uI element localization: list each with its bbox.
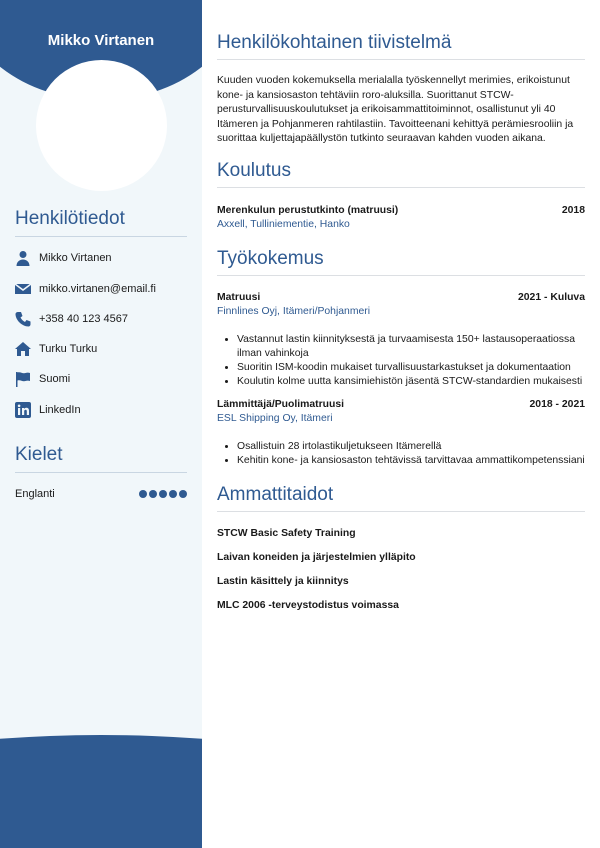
skill-item: Laivan koneiden ja järjestelmien ylläpito [217, 552, 416, 563]
level-dot [159, 490, 167, 498]
skill-item: MLC 2006 -terveystodistus voimassa [217, 600, 399, 611]
experience-role: Matruusi [217, 292, 261, 303]
language-name: Englanti [15, 488, 55, 500]
personal-info-divider [15, 236, 187, 237]
contact-country [15, 371, 70, 387]
level-dot [149, 490, 157, 498]
list-item: • Kehitin kone- ja kansiosaston tehtävissä tarvittavaa ammattikompetenssiani [237, 454, 587, 468]
education-school: Axxell, Tulliniementie, Hanko [217, 219, 350, 230]
experience-title: Työkokemus [217, 248, 324, 269]
contact-phone[interactable] [15, 311, 128, 327]
experience-item-2 [217, 399, 585, 410]
sidebar [0, 0, 202, 848]
education-divider [217, 187, 585, 188]
summary-title: Henkilökohtainen tiivistelmä [217, 32, 452, 53]
sidebar-footer-band [0, 735, 202, 848]
contact-name [15, 250, 112, 266]
education-degree: Merenkulun perustutkinto (matruusi) [217, 205, 399, 216]
contact-name-text: Mikko Virtanen [39, 252, 112, 264]
user-icon [15, 250, 31, 266]
experience-period: 2018 - 2021 [529, 399, 585, 410]
education-year: 2018 [561, 205, 585, 216]
contact-address [15, 341, 97, 357]
skill-item: Lastin käsittely ja kiinnitys [217, 576, 349, 587]
experience-role: Lämmittäjä/Puolimatruusi [217, 399, 345, 410]
contact-linkedin[interactable] [15, 402, 81, 418]
experience-company: ESL Shipping Oy, Itämeri [217, 413, 333, 424]
experience-bullets [217, 440, 587, 468]
level-dot [139, 490, 147, 498]
profile-photo [36, 60, 167, 191]
personal-info-heading: Henkilötiedot [15, 208, 125, 229]
languages-divider [15, 472, 187, 473]
contact-address-text: Turku Turku [39, 343, 98, 355]
languages-heading: Kielet [15, 444, 63, 465]
contact-country-text: Suomi [39, 373, 71, 385]
experience-item-1 [217, 292, 585, 303]
phone-icon [15, 311, 31, 327]
summary-divider [217, 59, 585, 60]
skills-divider [217, 511, 585, 512]
list-item: • Vastannut lastin kiinnityksestä ja turvaamisesta 150+ lastausoperaatiossa ilman vahinkoja [237, 333, 587, 361]
mail-icon [15, 281, 31, 297]
contact-linkedin-text[interactable]: LinkedIn [39, 404, 81, 416]
language-item [15, 488, 187, 500]
home-icon [15, 341, 31, 357]
experience-bullets [217, 333, 587, 389]
contact-email-text[interactable]: mikko.virtanen@email.fi [39, 283, 156, 295]
summary-text: Kuuden vuoden kokemuksella merialalla työskennellyt merimies, erikoistunut kone- ja kansiosaston tehtäviin roro-aluksilla. Suorittanut STCW-perusturvallisuuskoulutukset ja erikoisammattitoiminnot, osallistunut yli 40 Itämeren ja Pohjanmeren rahtilastiin. Tavoitteenani kehittyä perämiesrooliin ja suorittaa kuljettajapäällystön tutkinto seuraavan kahden vuoden aikana. [217, 75, 574, 145]
language-level [139, 490, 187, 498]
education-item [217, 205, 585, 216]
experience-company: Finnlines Oyj, Itämeri/Pohjanmeri [217, 306, 371, 317]
experience-period: 2021 - Kuluva [518, 292, 585, 303]
level-dot [179, 490, 187, 498]
person-name: Mikko Virtanen [47, 32, 155, 49]
skills-title: Ammattitaidot [217, 484, 334, 505]
level-dot [169, 490, 177, 498]
list-item: • Suoritin ISM-koodin mukaiset turvallisuustarkastukset ja dokumentaation [237, 361, 587, 375]
flag-icon [15, 371, 31, 387]
education-title: Koulutus [217, 160, 291, 181]
linkedin-icon [15, 402, 31, 418]
contact-email[interactable] [15, 281, 156, 297]
list-item: • Koulutin kolme uutta kansimiehistön jäsentä STCW-standardien mukaisesti [237, 375, 587, 389]
list-item: • Osallistuin 28 irtolastikuljetukseen Itämerellä [237, 440, 587, 454]
skill-item: STCW Basic Safety Training [217, 528, 356, 539]
contact-phone-text[interactable]: +358 40 123 4567 [39, 313, 129, 325]
experience-divider [217, 275, 585, 276]
